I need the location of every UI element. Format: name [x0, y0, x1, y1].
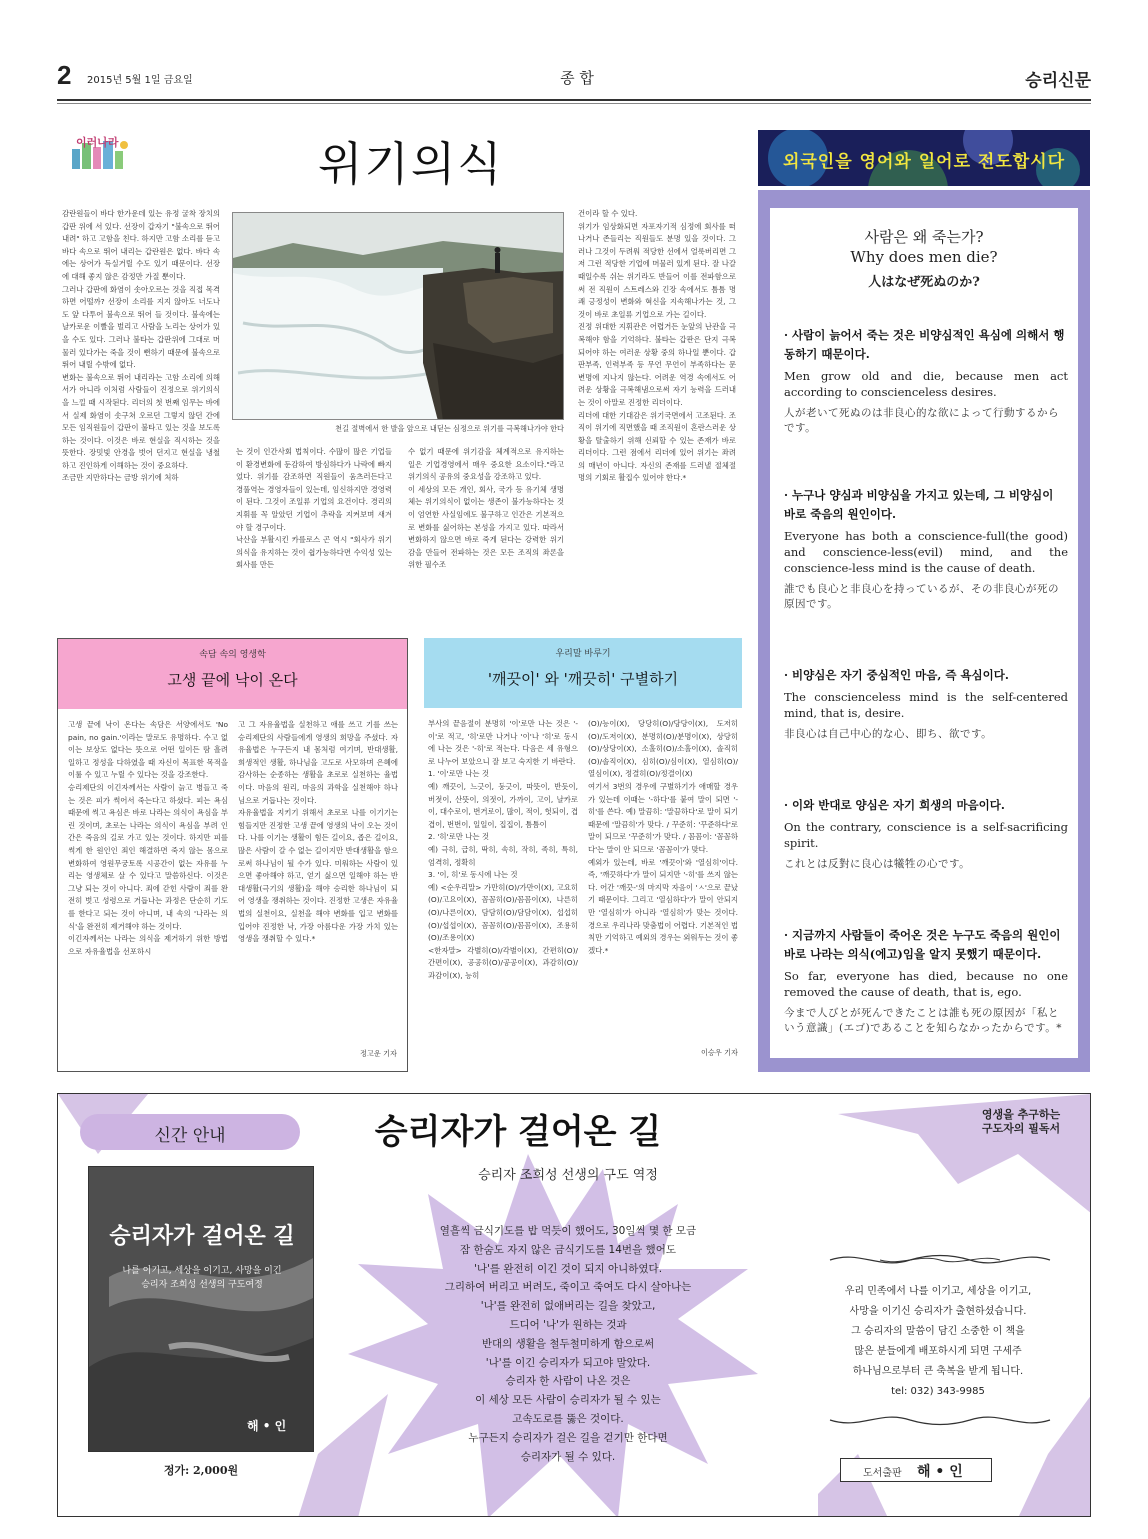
flyer-line: 열흘씩 금식기도를 밥 먹듯이 했어도, 30일씩 몇 한 모금 [439, 1225, 697, 1237]
flyer-line: '나'를 완전히 없애버리는 길을 찾았고, [480, 1300, 656, 1313]
death-section-en: Everyone has both a conscience-full(the good) and conscience-less(evil) mind, and the conscience-less mind is the cause of death. [784, 529, 1068, 575]
death-section-en: Men grow old and die, because men act according to conscienceless desires. [784, 369, 1068, 399]
death-section-ko: · 누구나 양심과 비양심을 가지고 있는데, 그 비양심이 바로 죽음의 원인이다. [784, 488, 1054, 521]
ad-right-label-line-1: 영생을 추구하는 [981, 1108, 1061, 1121]
proverb-column-2: 고 그 자유율법을 실천하고 애를 쓰고 기를 쓰는 승리제단의 사람들에게 영생의 희망을 주셨다. 자유율법은 누구든지 내 몸처럼 여기며, 반대생활, 희생적인 생활, 하나님을 고도로 사모하며 은혜에 감사하는 순종하는 생활을 초로로 실천하는 율법이다. 마음의 원리, 마음의 과학을 실천해야 하나님으로 거듭나는 것이다. 자유율법을 지키기 위해서 초로로 나를 이기기는 힘들지만 진정한 고생 끝에 영생의 낙이 오는 것이다. 나를 이기는 생활이 힘든 길이요, 좁은 길이요, 많은 사람이 갈 수 없는 길이지만 반대생활을 함으로써 하나님이 될 수가 있다. 미워하는 사람이 있으면 좋아해야 하고, 얻기 싫으면 일해야 하는 반대생활(극기의 생활)을 해야 승리한 하나님이 되어 영생을 쟁취하는 것이다. 진정한 고생은 자유율법의 실천이요, 실천을 해야 변화를 입고 변화를 입어야 진정한 낙, 가장 아름다운 가장 가치 있는 영생을 쟁취할 수 있다.* [238, 720, 398, 944]
death-section [784, 926, 1068, 1036]
flyer-line: 그리하여 버리고 버려도, 죽이고 죽여도 다시 살아나는 [444, 1281, 692, 1294]
flyer-line: 고속도로를 뚫은 것이다. [512, 1412, 624, 1425]
book-cover-publisher: 해 • 인 [247, 1419, 287, 1433]
flyer-line: 잠 한숨도 자지 않은 금식기도를 14번을 했어도 [460, 1243, 676, 1256]
grammar-column-2: (O)/능이(X), 당당히(O)/당당이(X), 도저히(O)/도저이(X), 분명히(O)/분명이(X), 상당히(O)/상당이(X), 소홀히(O)/소홀이(X), 솔직히(O)/솔직이(X), 심히(O)/심이(X), 열심히(O)/열심이(X), 정결히(O)/정결이(X) 여기서 3번의 경우에 구별하기가 애매할 경우가 있는데 이때는 '-하다'를 붙여 말이 되면 '-히'를 쓴다. 예) 말끔히: '말끔하다'로 말이 되기 때문에 '말끔히'가 맞다. / 꾸준히: '꾸준하다'로 말이 되므로 '꾸준히'가 맞다. / 꼼꼼이: '꼼꼼하다'는 말이 안 되므로 '꼼꼼이'가 맞다. 예외가 있는데, 바로 '깨끗이'와 '열심히'이다. 즉, '깨끗하다'가 말이 되지만 '-히'를 쓰지 않는다. 어간 '깨끗-'의 마지막 자음이 'ㅅ'으로 끝났기 때문이다. 그리고 '열심하다'가 말이 안되지만 '열심히'가 아니라 '열심히'가 맞는 것이다. 경으로 우리나라 맞춤법이 어렵다. 기본적인 법칙만 기억하고 예외의 경우는 외워두는 것이 좋겠다.* [588, 719, 738, 955]
ad-right-text-line: 많은 분들에게 배포하시게 되면 구세주 [854, 1346, 1022, 1357]
publisher-label-big: 해 • 인 [917, 1464, 963, 1480]
proverb-box [57, 638, 408, 1072]
death-section-en: The conscienceless mind is the self-centered mind, that is, desire. [784, 690, 1068, 720]
page-number: 2 [57, 60, 72, 90]
page-header [57, 58, 1091, 98]
flyer-line: 승리자가 될 수 있다. [520, 1450, 616, 1463]
english-box [758, 190, 1090, 1072]
death-title-ko: 사람은 왜 죽는가? [864, 228, 984, 246]
section-name: 종 합 [560, 69, 594, 87]
editorial-column-2: 는 것이 인간사회 법칙이다. 수많이 많은 기업들이 환경변화에 둔감하여 방심하다가 나락에 빠지었다. 위기를 감조하면 직원들이 움츠러든다고 경풀역는 경영자들이 있는데, 임신하지만 경영력이 된다. 그것이 조일류 기업의 요건이다. 경리의 지휘를 꼭 알았던 기업이 추락을 지켜보며 새겨야 할 경구이다. 낙산을 부활시킨 카를로스 곤 역시 "회사가 위기의식을 유지하는 것이 쉽가능하다면 수익성 있는 회사를 만든 [236, 447, 392, 570]
death-section-en: On the contrary, conscience is a self-sacrificing spirit. [784, 820, 1068, 850]
editorial-column-3: 수 없기 때문에 위기감을 체계적으로 유지하는 일은 기업경영에서 매우 중요한 요소이다."라고 위기의식 공유의 중요성을 강조하고 있다. 이 세상의 모든 개인, 회사, 국가 등 유기체 생명체는 위기의식이 없이는 생존이 불가능하다는 것이 엄연한 사실임에도 불구하고 인간은 기본적으로 변화를 싫어하는 본성을 가지고 있다. 따라서 변화하지 않으면 바로 죽게 된다는 강력한 위기감을 만들어 전파하는 것은 모든 조직의 좌론을 위한 필수조 [408, 447, 564, 570]
proverb-kicker: 속담 속의 영생학 [199, 650, 266, 660]
ad-right-label [966, 1108, 1076, 1136]
proverb-title: 고생 끝에 낙이 온다 [167, 671, 298, 689]
editorial-photo-caption: 천길 절벽에서 한 발을 앞으로 내딛는 심정으로 위기를 극복해나가야 한다 [335, 424, 564, 433]
death-sections [784, 326, 1068, 1066]
proverb-author: 정고운 기자 [359, 1049, 397, 1058]
issue-date: 2015년 5월 1일 금요일 [87, 75, 193, 86]
proverb-column-1: 고생 끝에 낙이 온다는 속담은 서양에서도 'No pain, no gain.'이라는 말로도 유명하다. 수고 없이는 보상도 없다는 뜻으로 어떤 일이든 땀 흘려 일하고 정성을 다하였을 때 자신이 목표한 목적을 이룰 수 있고 누릴 수 있다는 것을 강조한다. 승리제단의 이긴자께서는 사람이 늙고 병들고 죽는 것은 피가 썩어서 죽는다고 하셨다. 피는 욕심 때문에 썩고 욕심은 바로 나라는 의식이 욕심을 부린 것이며, 초로는 나라는 의식이 욕심을 부려 인간은 죽음의 길로 가고 있는 것이다. 하지만 피를 썩게 한 원인인 죄인 해결하면 죽지 않는 몸으로 변화하여 영원무궁토록 시공간이 없는 자유를 누리는 영생체로 살 수 있다고 말씀하신다. 이것은 그냥 되는 것이 아니다. 죄에 갇힌 사람이 죄를 완전히 벗고 성령으로 거듭나는 과정은 단순히 기도를 한다고 되는 것이 아니며, 내 속의 '나라는 의식'을 완전히 제거해야 하는 것이다. 이긴자께서는 나라는 의식을 제거하기 위한 방법으로 자유율법을 선포하시 [68, 720, 228, 956]
ad-flyer-text [388, 1222, 748, 1466]
grammar-kicker: 우리말 바루기 [555, 649, 611, 659]
death-section-ko: · 사람이 늙어서 죽는 것은 비양심적인 욕심에 의해서 행동하기 때문이다. [784, 328, 1065, 361]
death-section [784, 486, 1068, 612]
editorial-column-1: 감란원들이 바다 한가운데 있는 유정 굴착 장치의 갑판 위에 서 있다. 선장이 갑자기 "불속으로 뛰어 내려" 하고 고함을 친다. 하지만 고함 소리를 듣고 바다 속으로 뛰어 내리는 갑란원은 없다. 바다 속에는 상어가 득실거릴 수도 있기 때문이다. 선장에 대해 좋지 않은 감정만 가질 뿐이다. 그러나 갑판에 화염이 솟아오르는 것을 직접 목격하면 어떨까? 선장이 소리를 지지 않아도 너도나도 앞 다투어 불속으로 뛰어 들 것이다. 불속에는 날카로운 이빨을 벌리고 사람을 노리는 상어가 있을 수도 있다. 그러나 불타는 갑판위에 그대로 머물러 있다가는 죽을 것이 뻔하기 때문에 불속으로 뛰어 내릴 수밖에 없다. 변화는 불속으로 뛰어 내리라는 고함 소리에 의해서가 아니라 이처럼 사람들이 진정으로 위기의식을 느낄 때 시작된다. 리더의 첫 번째 임무는 바에서 실제 화염이 솟구쳐 오르던 그렇지 않던 간에 모든 임직원들이 갑판이 불타고 있는 것을 보도록 하는 것이다. 이것은 바로 현실을 직시하는 것을 뜻한다. 장밋빛 안경을 벗어 던지고 현실을 냉철하고 진인하게 이해하는 것이 중요하다. 조금만 지만하다는 금방 위기에 처하 [62, 209, 220, 483]
grammar-title: '깨끗이' 와 '깨끗히' 구별하기 [487, 670, 679, 688]
ad-right-text-line: 하나님으로부터 큰 축복을 받게 됩니다. [852, 1366, 1024, 1377]
editorial-photo [232, 212, 564, 420]
ad-right-text-line: 그 승리자의 말씀이 담긴 소중한 이 책을 [851, 1326, 1025, 1337]
ad-right-text [810, 1282, 1066, 1402]
book-cover-subtitle-2: 승리자 조희성 선생의 구도여정 [141, 1280, 263, 1290]
book-cover-title: 승리자가 걸어온 길 [109, 1224, 295, 1249]
new-book-pill [80, 1114, 300, 1150]
death-section-ja: 人が老いて死ぬのは非良心的な欲によって行動するからです。 [784, 407, 1059, 434]
death-section-ko: · 이와 반대로 양심은 자기 희생의 마음이다. [784, 798, 1005, 812]
death-section [784, 326, 1068, 436]
flyer-line: 이 세상 모든 사람이 승리자가 될 수 있는 [475, 1394, 661, 1407]
death-section-ja: 非良心は自己中心的な心、即ち、欲です。 [784, 728, 993, 740]
header-rule [57, 99, 1091, 101]
ad-main-subtitle: 승리자 조희성 선생의 구도 역정 [478, 1168, 658, 1183]
paper-name: 승리신문 [1025, 71, 1091, 91]
ad-right-text-line: 사망을 이기신 승리자가 출현하셨습니다. [849, 1306, 1027, 1317]
death-section [784, 666, 1068, 742]
death-section-ko: · 지금까지 사람들이 죽어온 것은 누구도 죽음의 원인이 바로 나라는 의식(에고)임을 알지 못했기 때문이다. [784, 928, 1061, 961]
death-section-en: So far, everyone has died, because no one removed the cause of death, that is, ego. [784, 969, 1068, 999]
proverb-header [58, 639, 407, 709]
book-price: 정가: 2,000원 [163, 1464, 239, 1477]
flyer-line: '나'를 완전히 이긴 것이 되지 아니하였다. [473, 1262, 663, 1275]
death-section-ko: · 비양심은 자기 중심적인 마음, 즉 욕심이다. [784, 668, 1009, 682]
ad-right-text-line: 우리 민족에서 나를 이기고, 세상을 이기고, [844, 1286, 1032, 1297]
english-box-inner [770, 208, 1078, 1058]
new-book-label: 신간 안내 [154, 1126, 226, 1146]
ad-main-title: 승리자가 걸어온 길 [374, 1112, 662, 1152]
death-section-ja: 誰でも良心と非良心を持っているが、その非良心が死の原因です。 [784, 583, 1059, 610]
publisher-label-small: 도서출판 [863, 1468, 902, 1479]
death-title-en: Why does men die? [850, 248, 998, 266]
grammar-author: 이승우 기자 [700, 1048, 738, 1057]
death-section-ja: 今まで人びとが死んできたことは誰も死の原因が「私という意識」(エゴ)であることを知らなかったからです。* [784, 1007, 1062, 1034]
evangelism-banner-text: 외국인을 영어와 일어로 전도합시다 [782, 152, 1066, 172]
grammar-header [424, 638, 742, 708]
book-ad [57, 1093, 1091, 1517]
grammar-box [424, 638, 742, 1072]
ad-right-label-line-2: 구도자의 필독서 [981, 1122, 1061, 1135]
ad-phone: tel: 032) 343-9985 [891, 1386, 985, 1397]
death-section [784, 796, 1068, 872]
editorial-column-4: 건이라 할 수 있다. 위기가 임상화되면 자포자기적 심정에 회사를 떠나거나 존들리는 직원들도 분명 있을 것이다. 그러나 그것이 두려워 적당한 선에서 얼룩버리면 그 저 그런 적당한 기업에 머물러 있게 된다. 잘 나갈 때일수록 쉬는 위기라도 반들어 이를 전파함으로써 전 직원이 스트레스와 긴장 속에서도 틈틈 명쾌 긍정성이 변화와 혁신을 지속해나가는 것, 그것이 바로 초일류 기업으로 가는 길이다. 진정 위대한 지휘관은 어렵거든 눈앞의 난관을 극복해야 함을 기억하다. 불타는 갑판은 단지 극복되어야 하는 여러운 상황 중의 하나일 뿐이다. 갑판부족, 인력부족 등 무언 무언이 부족하다는 문 변명에 지나지 않는다. 어려운 역경 속에서도 어려운 상황을 극복해냄으로써 자기 능력을 드러내는 것이 아말로 진정한 리더이다. 리더에 대한 기대감은 위기국면에서 고조된다. 조직이 위기에 직면했을 때 조직원이 혼란스러운 상황을 탈출하기 위해 신뢰할 수 있는 존재가 바로 리더이다. 그런 점에서 리더에 있어 위기는 좌려의 매년이 아니다. 자신의 존재를 드러낼 절체절명의 기회로 활집수 있어야 한다.* [578, 209, 736, 483]
flyer-line: 반대의 생활을 철두철미하게 함으로써 [481, 1337, 655, 1350]
flyer-line: 누구든지 승리자가 걸은 길을 걷기만 한다면 [468, 1431, 668, 1444]
death-section-ja: これとは反對に良心は犧牲の心です。 [784, 858, 971, 870]
flyer-line: 승리자 한 사람이 나온 것은 [505, 1375, 631, 1388]
header-rule-thin [57, 103, 1091, 104]
book-cover [88, 1166, 314, 1452]
editorial-badge-icon [70, 135, 130, 169]
publisher-box [840, 1458, 992, 1482]
editorial-title: 위기의식 [318, 137, 504, 191]
editorial-badge: 이러나라 [76, 136, 119, 149]
grammar-column-1: 부사의 끝음절이 분명히 '이'로만 나는 것은 '-이'로 적고, '히'로만 나거나 '이'나 '히'로 동시에 나는 것은 '-히'로 적는다. 다음은 세 유형으로 나누어 보았으니 잘 보고 숙지한 기 바란다. 1. '이'로만 나는 것 예) 깨끗이, 느긋이, 둥긋이, 따뜻이, 반듯이, 버젓이, 산뜻이, 의젓이, 가까이, 고이, 날카로이, 대수로이, 번거로이, 많이, 적이, 헛되이, 겹겹이, 번번이, 일일이, 집집이, 틈틈이 2. '히'로만 나는 것 예) 극히, 급히, 딱히, 속히, 작히, 족히, 특히, 엄격히, 정확히 3. '이, 히'로 동시에 나는 것 예) <순우리말> 가만히(O)/가만이(X), 고요히(O)/고요이(X), 꼼꼼히(O)/꼼꼼이(X), 나른히(O)/나른이(X), 담담히(O)/담담이(X), 섭섭히(O)/섭섭이(X), 꼼꼼히(O)/꼼꼼이(X), 조용히(O)/조용이(X) <한자말> 각별히(O)/각별이(X), 간편히(O)/간편이(X), 공공히(O)/공공이(X), 과감히(O)/과감이(X), 능히 [428, 719, 578, 980]
flyer-line: 드디어 '나'가 원하는 것과 [509, 1318, 627, 1331]
evangelism-banner [758, 130, 1090, 186]
ornament-top-icon [820, 1250, 1060, 1270]
ornament-bottom-icon [820, 1410, 1060, 1430]
death-title-ja: 人はなぜ死ぬのか? [868, 275, 980, 290]
flyer-line: '나'를 이긴 승리자가 되고야 말았다. [485, 1356, 651, 1369]
book-cover-subtitle-1: 나를 이기고, 세상을 이기고, 사망을 이긴 [122, 1266, 282, 1276]
